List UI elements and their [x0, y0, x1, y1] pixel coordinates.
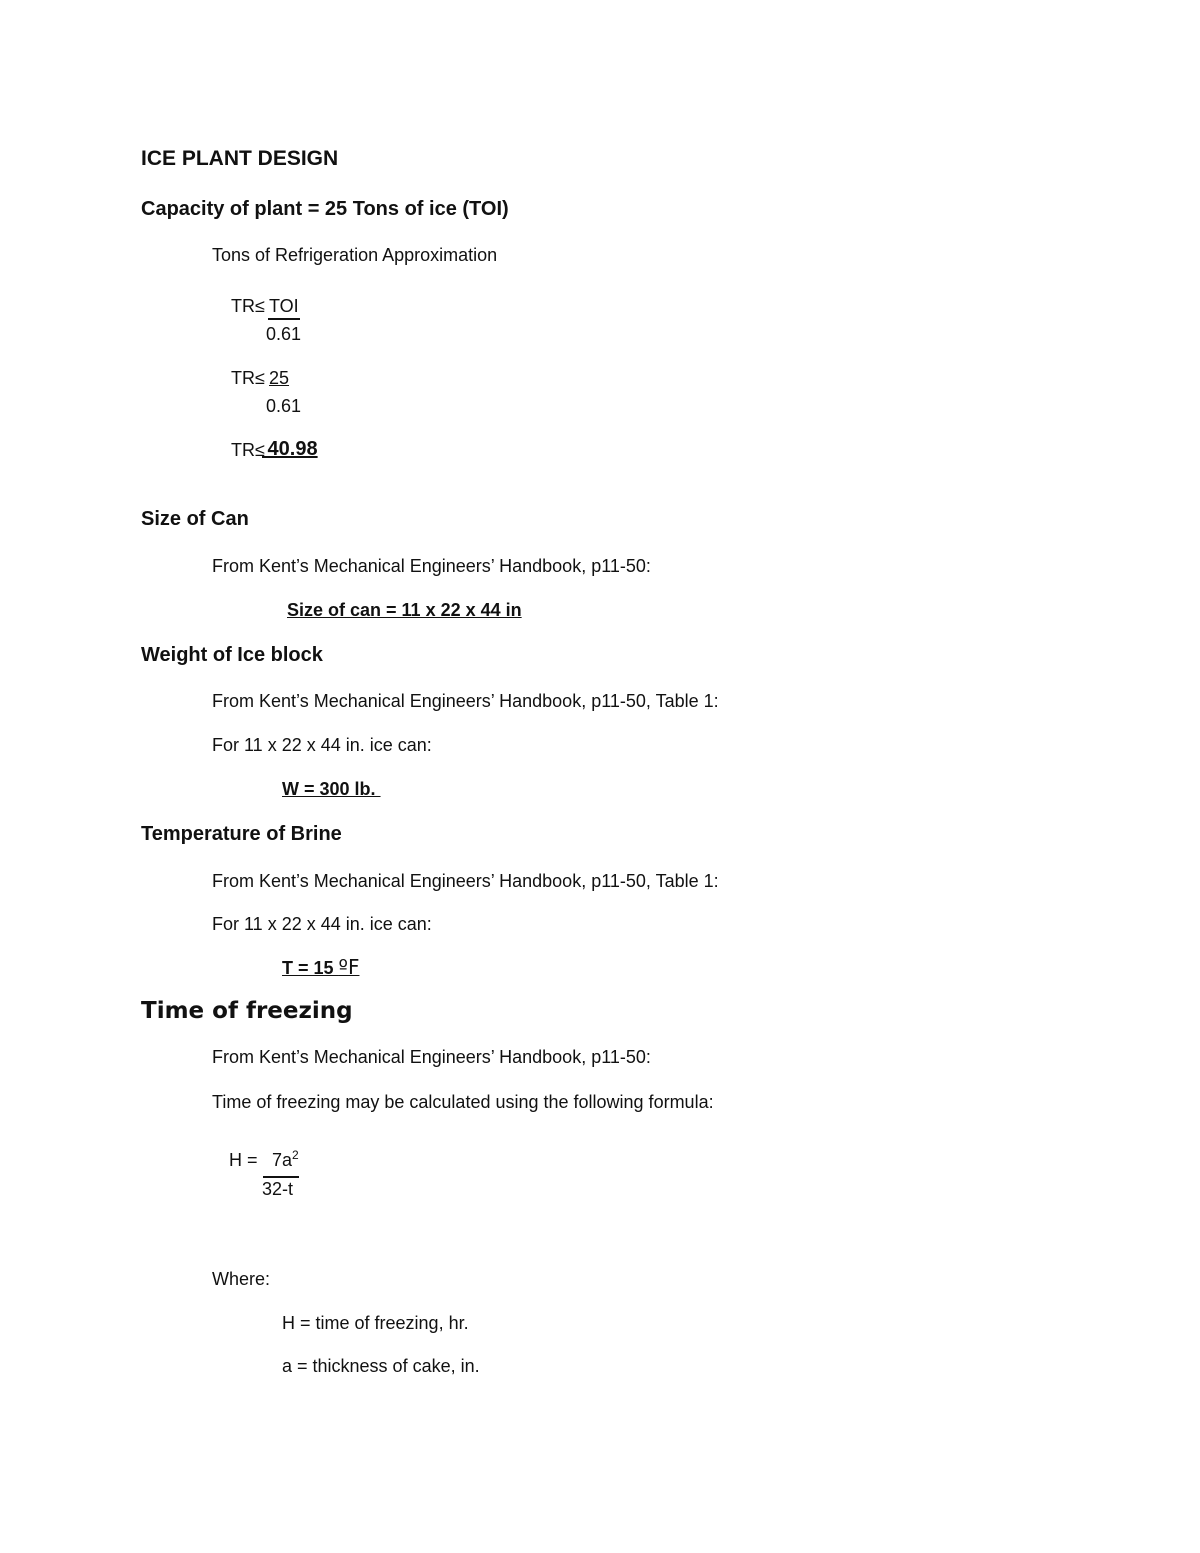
tr-eq3-result: 40.98	[262, 438, 318, 460]
tr-eq1-denominator: 0.61	[266, 324, 302, 344]
tr-eq1-fraction-bar	[268, 318, 300, 320]
weight-of-ice-result: W = 300 lb.	[282, 779, 381, 799]
tr-eq2-numerator: 25	[269, 368, 290, 388]
definition-h: H = time of freezing, hr.	[282, 1313, 469, 1333]
tr-eq3-lhs: TR≤	[231, 440, 265, 460]
capacity-statement: Capacity of plant = 25 Tons of ice (TOI)	[141, 198, 509, 220]
brine-temperature-heading: Temperature of Brine	[141, 823, 342, 845]
tr-eq2-denominator: 0.61	[266, 396, 302, 416]
weight-of-ice-source: From Kent’s Mechanical Engineers’ Handbook, p11-50, Table 1:	[212, 691, 719, 711]
brine-temperature-can-size: For 11 x 22 x 44 in. ice can:	[212, 914, 432, 934]
formula-lhs: H =	[229, 1150, 258, 1170]
time-of-freezing-source: From Kent’s Mechanical Engineers’ Handbook, p11-50:	[212, 1047, 651, 1067]
brine-temperature-unit: ºF	[338, 955, 360, 979]
weight-of-ice-heading: Weight of Ice block	[141, 644, 323, 666]
tr-approximation-heading: Tons of Refrigeration Approximation	[212, 245, 498, 265]
document-title: ICE PLANT DESIGN	[141, 147, 339, 170]
formula-denominator: 32-t	[262, 1179, 294, 1199]
size-of-can-source: From Kent’s Mechanical Engineers’ Handbook, p11-50:	[212, 556, 651, 576]
brine-temperature-result	[282, 957, 359, 977]
time-of-freezing-intro: Time of freezing may be calculated using the following formula:	[212, 1092, 714, 1112]
formula-numerator-exponent: 2	[292, 1148, 299, 1162]
size-of-can-result: Size of can = 11 x 22 x 44 in	[287, 600, 522, 620]
size-of-can-heading: Size of Can	[141, 508, 249, 530]
formula-numerator	[272, 1148, 299, 1170]
tr-eq1-numerator: TOI	[269, 296, 299, 316]
time-of-freezing-heading: Time of freezing	[141, 998, 353, 1024]
where-label: Where:	[212, 1269, 271, 1289]
definition-a: a = thickness of cake, in.	[282, 1356, 480, 1376]
formula-numerator-base: 7a	[272, 1150, 293, 1170]
formula-fraction-bar	[263, 1176, 299, 1178]
tr-eq2-lhs: TR≤	[231, 368, 265, 388]
weight-of-ice-can-size: For 11 x 22 x 44 in. ice can:	[212, 735, 432, 755]
tr-eq1-lhs: TR≤	[231, 296, 265, 316]
brine-temperature-value: T = 15	[282, 958, 339, 978]
brine-temperature-source: From Kent’s Mechanical Engineers’ Handbook, p11-50, Table 1:	[212, 871, 719, 891]
